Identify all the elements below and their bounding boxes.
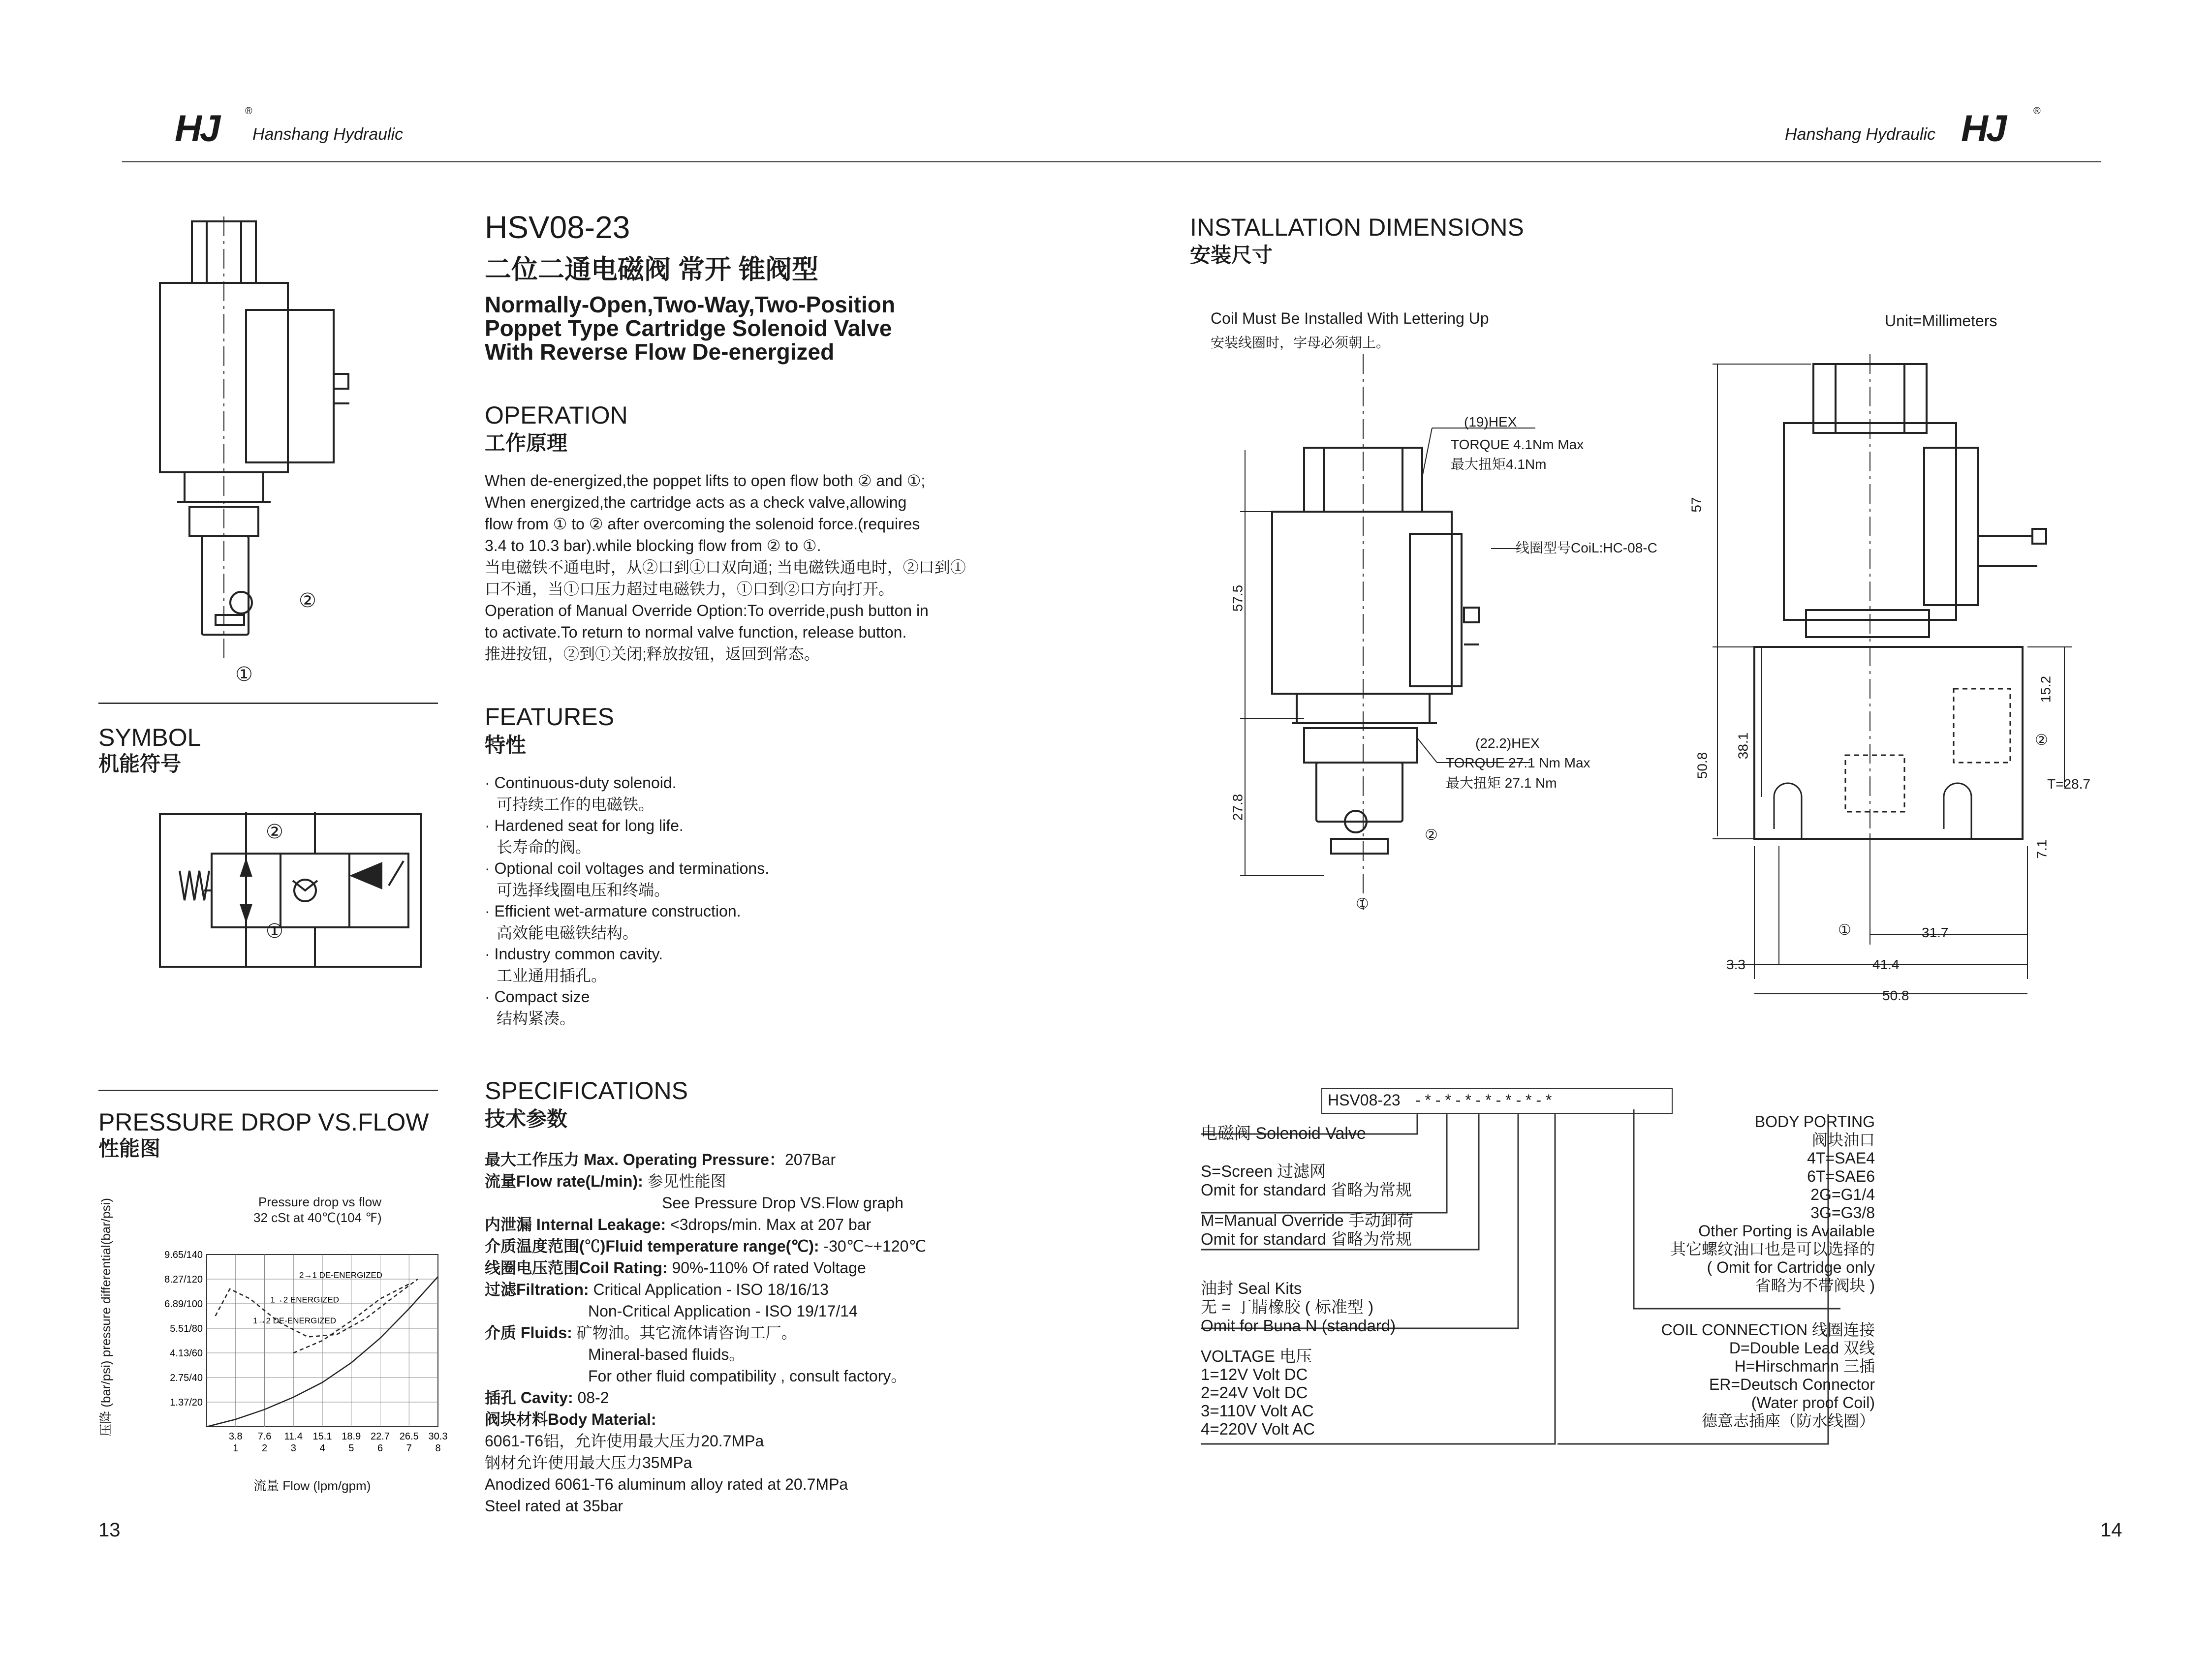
chart-y-tick: 1.37/20 xyxy=(170,1397,203,1408)
chart-x-tick-gpm: 4 xyxy=(319,1443,325,1454)
specs-heading-zh: 技术参数 xyxy=(485,1107,568,1131)
install-manifold-drawing xyxy=(1693,354,2096,1018)
valve-port-2: ② xyxy=(299,590,316,612)
chart-title: Pressure drop vs flow xyxy=(258,1195,381,1209)
install-coil: 线圈型号CoiL:HC-08-C xyxy=(1516,540,1657,555)
model-title: HSV08-23 xyxy=(485,210,630,245)
symbol-port-1: ① xyxy=(266,920,283,942)
install-torque1: TORQUE 4.1Nm Max xyxy=(1451,437,1584,452)
install-d278: 27.8 xyxy=(1230,794,1246,821)
install-d414: 41.4 xyxy=(1872,957,1900,972)
chart-series-label: 1→2 ENERGIZED xyxy=(270,1295,340,1305)
spec-line: 插孔 Cavity: 08-2 xyxy=(485,1389,609,1407)
install-d33: 3.3 xyxy=(1726,957,1745,972)
features-list: · Continuous-duty solenoid. 可持续工作的电磁铁。 · Hardened seat for long life. 长寿命的阀。 · Optional coil voltages and terminations. 可选择线圈电压和终端。 · Efficient wet-armature construction. 高效能电磁铁结构。 · Industry common cavity. 工业通用插孔。 · Compact size 结构紧凑。 xyxy=(485,772,928,1029)
chart-x-tick-gpm: 6 xyxy=(377,1443,383,1454)
feature-item: · Hardened seat for long life. xyxy=(485,817,684,834)
operation-heading-zh: 工作原理 xyxy=(485,431,568,455)
chart-subtitle: 32 cSt at 40℃(104 ℉) xyxy=(253,1210,382,1225)
install-port1-a: ① xyxy=(1356,896,1369,912)
spec-line: 介质温度范围(℃)Fluid temperature range(℃): -30℃~+120℃ xyxy=(485,1237,927,1255)
install-d57: 57 xyxy=(1688,497,1704,513)
features-heading-zh: 特性 xyxy=(485,734,527,757)
chart-x-tick: 3.8 xyxy=(228,1431,243,1442)
spec-line: 6061-T6铝，允许使用最大压力20.7MPa xyxy=(485,1432,764,1450)
install-torque1-zh: 最大扭矩4.1Nm xyxy=(1451,457,1547,472)
spec-line: 内泄漏 Internal Leakage: <3drops/min. Max at 207 bar xyxy=(485,1216,872,1233)
install-port2-a: ② xyxy=(1425,827,1438,843)
chart-x-tick-gpm: 2 xyxy=(261,1443,268,1454)
install-d152: 15.2 xyxy=(2038,675,2054,703)
chart-y-tick: 6.89/100 xyxy=(164,1299,203,1310)
spec-line: Steel rated at 35bar xyxy=(485,1497,623,1515)
order-porting: BODY PORTING 阀块油口 4T=SAE4 6T=SAE6 2G=G1/4 3G=G3/8 Other Porting is Available 其它螺纹油口也是可以选择的 ( Omit for Cartridge only 省略为不带阀块 ) xyxy=(1670,1113,1875,1294)
chart-series-label: 2→1 DE-ENERGIZED xyxy=(299,1270,383,1280)
chart-x-tick: 7.6 xyxy=(257,1431,272,1442)
order-solenoid: 电磁阀 Solenoid Valve xyxy=(1201,1124,1366,1143)
chart-y-tick: 2.75/40 xyxy=(170,1373,203,1383)
page-number-right: 14 xyxy=(2100,1519,2122,1541)
spec-line: Mineral-based fluids。 xyxy=(588,1346,745,1363)
install-note-zh: 安装线圈时，字母必须朝上。 xyxy=(1211,335,1390,350)
model-desc-2: Poppet Type Cartridge Solenoid Valve xyxy=(485,315,892,341)
chart-y-tick: 9.65/140 xyxy=(164,1250,203,1260)
order-manual: M=Manual Override 手动卸荷 Omit for standard 省略为常规 xyxy=(1201,1211,1413,1248)
feature-item: · Industry common cavity. xyxy=(485,945,663,963)
install-torque2-zh: 最大扭矩 27.1 Nm xyxy=(1446,775,1557,791)
spec-line: 过滤Filtration: Critical Application - ISO 18/16/13 xyxy=(485,1281,829,1298)
hydraulic-symbol xyxy=(157,812,423,969)
spec-line: 流量Flow rate(L/min): 参见性能图 xyxy=(485,1172,726,1190)
feature-item: · Optional coil voltages and terminations. xyxy=(485,859,770,877)
pressure-heading-zh: 性能图 xyxy=(98,1137,161,1160)
symbol-heading-zh: 机能符号 xyxy=(98,752,182,775)
chart-y-tick: 8.27/120 xyxy=(164,1274,203,1285)
feature-item: · Efficient wet-armature construction. xyxy=(485,902,741,920)
chart-x-tick-gpm: 5 xyxy=(348,1443,354,1454)
spec-line: For other fluid compatibility , consult factory。 xyxy=(588,1367,907,1385)
logo-right: HJ xyxy=(1961,108,2005,150)
header-brand-right: Hanshang Hydraulic xyxy=(1785,125,1936,144)
chart-x-tick: 15.1 xyxy=(312,1431,332,1442)
install-port1-b: ① xyxy=(1838,922,1851,938)
spec-line: 介质 Fluids: 矿物油。其它流体请咨询工厂。 xyxy=(485,1324,797,1342)
install-port2-b: ② xyxy=(2035,732,2048,748)
install-d508: 50.8 xyxy=(1694,752,1710,779)
spec-line: Anodized 6061-T6 aluminum alloy rated at 20.7MPa xyxy=(485,1475,848,1493)
install-d575: 57.5 xyxy=(1230,584,1246,612)
install-d508b: 50.8 xyxy=(1882,988,1909,1003)
specs-heading: SPECIFICATIONS xyxy=(485,1077,688,1104)
install-note: Coil Must Be Installed With Lettering Up xyxy=(1211,309,1489,327)
install-torque2: TORQUE 27.1 Nm Max xyxy=(1446,755,1590,770)
chart-ylabel: 压降 (bar/psi) pressure differential(bar/psi) xyxy=(98,1197,113,1437)
specs-list xyxy=(485,1149,1026,1517)
pressure-heading: PRESSURE DROP VS.FLOW xyxy=(98,1108,429,1136)
features-heading: FEATURES xyxy=(485,703,614,731)
valve-drawing xyxy=(148,216,354,699)
install-d71: 7.1 xyxy=(2034,839,2050,859)
chart-series-label: 1→2 DE-ENERGIZED xyxy=(253,1316,337,1325)
chart-x-tick-gpm: 3 xyxy=(290,1443,296,1454)
install-d317: 31.7 xyxy=(1922,925,1949,940)
chart-x-tick-gpm: 7 xyxy=(406,1443,412,1454)
header-rule xyxy=(122,161,2101,162)
order-coil-connection: COIL CONNECTION 线圈连接 D=Double Lead 双线 H=Hirschmann 三插 ER=Deutsch Connector (Water proof Coil) 德意志插座（防水线圈） xyxy=(1661,1321,1875,1430)
model-desc-1: Normally-Open,Two-Way,Two-Position xyxy=(485,292,895,317)
operation-text: When de-energized,the poppet lifts to open flow both ② and ①; When energized,the cartridge acts as a check valve,allowing flow from ① to ② after overcoming the solenoid force.(requires 3.4 to 10.3 bar).while blocking flow from ② to ①. 当电磁铁不通电时，从②口到①口双向通; 当电磁铁通电时，②口到① 口不通，当①口压力超过电磁铁力，①口到②口方向打开。 Operation of Manual Override Option:To override,push button in to activate.To return to normal valve function, release button. 推进按钮，②到①关闭;释放按钮，返回到常态。 xyxy=(485,472,966,663)
feature-item: · Compact size xyxy=(485,988,590,1006)
pressure-chart xyxy=(123,1240,477,1476)
chart-x-tick: 26.5 xyxy=(399,1431,419,1442)
model-title-zh: 二位二通电磁阀 常开 锥阀型 xyxy=(485,255,819,284)
feature-item: · Continuous-duty solenoid. xyxy=(485,774,677,792)
spec-line: 线圈电压范围Coil Rating: 90%-110% Of rated Voltage xyxy=(485,1259,866,1277)
install-heading-zh: 安装尺寸 xyxy=(1190,244,1273,267)
symbol-heading: SYMBOL xyxy=(98,724,201,751)
install-heading: INSTALLATION DIMENSIONS xyxy=(1190,214,1524,241)
chart-y-tick: 5.51/80 xyxy=(170,1323,203,1334)
valve-port-1: ① xyxy=(235,664,253,685)
logo-right-reg: ® xyxy=(2033,106,2041,117)
install-hex22: (22.2)HEX xyxy=(1475,735,1540,751)
spec-line: 最大工作压力 Max. Operating Pressure：207Bar xyxy=(485,1151,836,1168)
chart-x-tick: 30.3 xyxy=(428,1431,448,1442)
spec-line: Non-Critical Application - ISO 19/17/14 xyxy=(588,1302,858,1320)
order-code-stars: - * - * - * - * - * - * - * xyxy=(1415,1091,1552,1109)
install-d381: 38.1 xyxy=(1735,732,1751,760)
symbol-port-2: ② xyxy=(266,821,283,843)
model-desc-3: With Reverse Flow De-energized xyxy=(485,339,835,365)
spec-line: See Pressure Drop VS.Flow graph xyxy=(662,1194,903,1212)
chart-x-tick: 22.7 xyxy=(371,1431,390,1442)
order-screen: S=Screen 过滤网 Omit for standard 省略为常规 xyxy=(1201,1162,1412,1199)
chart-x-tick-gpm: 8 xyxy=(435,1443,441,1454)
order-code-model: HSV08-23 xyxy=(1328,1091,1401,1109)
spec-line: 钢材允许使用最大压力35MPa xyxy=(485,1454,692,1471)
page-number-left: 13 xyxy=(98,1519,121,1541)
operation-heading: OPERATION xyxy=(485,401,628,429)
chart-x-tick-gpm: 1 xyxy=(233,1443,239,1454)
install-hex19: (19)HEX xyxy=(1464,414,1517,429)
pressure-rule xyxy=(98,1090,438,1091)
order-voltage: VOLTAGE 电压 1=12V Volt DC 2=24V Volt DC 3=110V Volt AC 4=220V Volt AC xyxy=(1201,1347,1315,1438)
logo-left-reg: ® xyxy=(245,106,252,117)
order-seal: 油封 Seal Kits 无 = 丁腈橡胶 ( 标准型 ) Omit for Buna N (standard) xyxy=(1201,1279,1396,1335)
logo-left: HJ xyxy=(175,108,219,150)
install-unit: Unit=Millimeters xyxy=(1885,312,1997,330)
symbol-rule xyxy=(98,703,438,704)
spec-line: 阀块材料Body Material: xyxy=(485,1410,656,1428)
chart-x-tick: 18.9 xyxy=(342,1431,361,1442)
chart-x-tick: 11.4 xyxy=(284,1431,303,1442)
chart-y-tick: 4.13/60 xyxy=(170,1348,203,1359)
chart-xlabel: 流量 Flow (lpm/gpm) xyxy=(253,1478,371,1493)
install-t287: T=28.7 xyxy=(2047,776,2090,792)
header-brand-left: Hanshang Hydraulic xyxy=(252,125,404,144)
